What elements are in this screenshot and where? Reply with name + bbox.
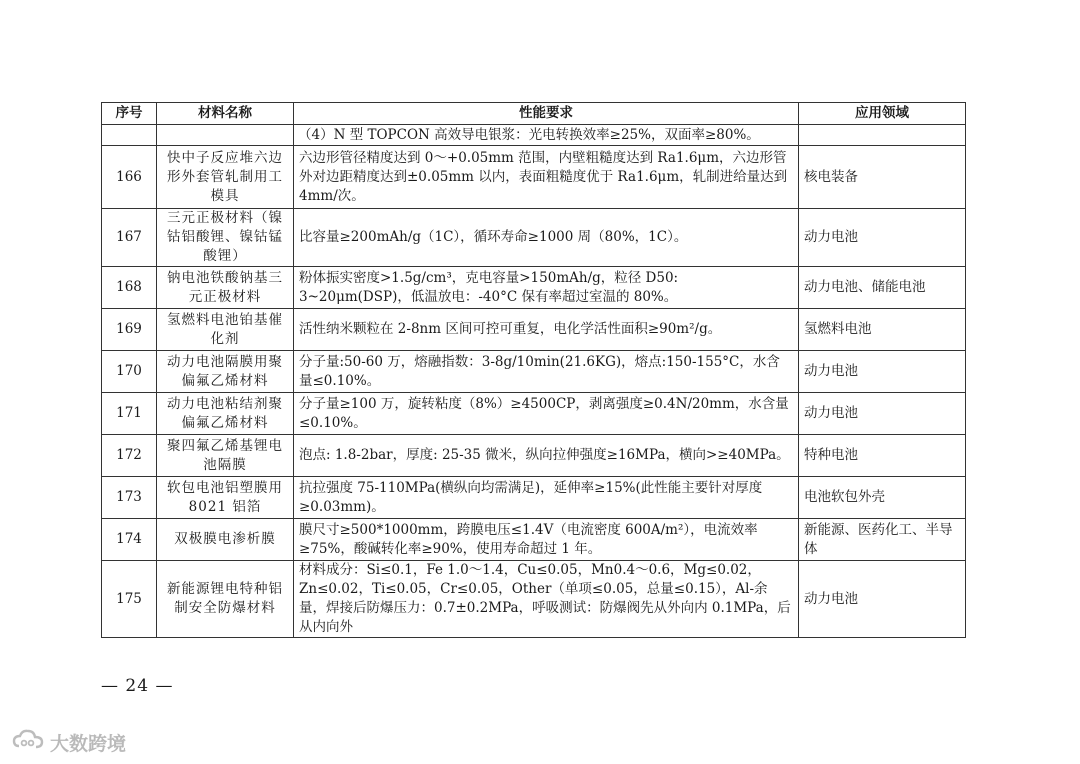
row-index: 174	[102, 519, 157, 561]
row-performance: 活性纳米颗粒在 2-8nm 区间可控可重复，电化学活性面积≥90m²/g。	[294, 309, 799, 351]
row-performance: 粉体振实密度>1.5g/cm³，克电容量>150mAh/g，粒径 D50: 3~20μm(DSP)，低温放电：-40°C 保有率超过室温的 80%。	[294, 267, 799, 309]
row-performance: 分子量≥100 万，旋转粘度（8%）≥4500CP，剥离强度≥0.4N/20mm，水含量≤0.10%。	[294, 393, 799, 435]
watermark	[12, 727, 126, 758]
table-row	[102, 561, 966, 638]
header-material-name: 材料名称	[157, 103, 294, 125]
row-material-name: 氢燃料电池铂基催化剂	[157, 309, 294, 351]
row-application: 动力电池	[799, 209, 966, 267]
row-index: 168	[102, 267, 157, 309]
row-material-name: 新能源锂电特种铝制安全防爆材料	[157, 561, 294, 638]
row-performance: 泡点: 1.8-2bar，厚度: 25-35 微米，纵向拉伸强度≥16MPa，横向>≥40MPa。	[294, 435, 799, 477]
row-material-name: 快中子反应堆六边形外套管轧制用工模具	[157, 146, 294, 209]
row-application: 电池软包外壳	[799, 477, 966, 519]
row-performance: 材料成分：Si≤0.1，Fe 1.0～1.4，Cu≤0.05，Mn0.4～0.6，Mg≤0.02，Zn≤0.02，Ti≤0.05，Cr≤0.05，Other（单项≤0.05，总量≤0.15），Al-余量，焊接后防爆压力：0.7±0.2MPa，呼吸测试：防爆阀先从外向内 0.1MPa，后从内向外	[294, 561, 799, 638]
row-application: 新能源、医药化工、半导体	[799, 519, 966, 561]
table-row	[102, 309, 966, 351]
row-index: 172	[102, 435, 157, 477]
table-row	[102, 519, 966, 561]
table-row	[102, 393, 966, 435]
row-index: 171	[102, 393, 157, 435]
row-performance: 膜尺寸≥500*1000mm，跨膜电压≤1.4V（电流密度 600A/m²），电流效率≥75%，酸碱转化率≥90%，使用寿命超过 1 年。	[294, 519, 799, 561]
row-application: 氢燃料电池	[799, 309, 966, 351]
row-application: 动力电池	[799, 393, 966, 435]
row-material-name: 双极膜电渗析膜	[157, 519, 294, 561]
materials-table	[101, 102, 966, 638]
row-index: 166	[102, 146, 157, 209]
header-application: 应用领域	[799, 103, 966, 125]
table-row	[102, 209, 966, 267]
table-row	[102, 146, 966, 209]
row-material-name: 三元正极材料（镍钴铝酸锂、镍钴锰酸锂）	[157, 209, 294, 267]
row-application: 动力电池	[799, 561, 966, 638]
row-material-name: 聚四氟乙烯基锂电池隔膜	[157, 435, 294, 477]
row-application: 核电装备	[799, 146, 966, 209]
table-header-row	[102, 103, 966, 125]
row-index: 170	[102, 351, 157, 393]
table-row	[102, 267, 966, 309]
row-index: 169	[102, 309, 157, 351]
row-index: 173	[102, 477, 157, 519]
continuation-row	[102, 125, 966, 146]
row-material-name: 动力电池隔膜用聚偏氟乙烯材料	[157, 351, 294, 393]
page-number: — 24 —	[101, 676, 174, 696]
row-performance: 比容量≥200mAh/g（1C），循环寿命≥1000 周（80%，1C）。	[294, 209, 799, 267]
row-performance: 抗拉强度 75-110MPa(横纵向均需满足)，延伸率≥15%(此性能主要针对厚度≥0.03mm)。	[294, 477, 799, 519]
row-performance: 分子量:50-60 万，熔融指数：3-8g/10min(21.6KG)，熔点:150-155°C，水含量≤0.10%。	[294, 351, 799, 393]
row-application: 动力电池、储能电池	[799, 267, 966, 309]
row-performance: 六边形管径精度达到 0～+0.05mm 范围，内壁粗糙度达到 Ra1.6μm，六边形管外对边距精度达到±0.05mm 以内，表面粗糙度优于 Ra1.6μm，轧制进给量达到 4mm/次。	[294, 146, 799, 209]
table-row	[102, 435, 966, 477]
table-row	[102, 351, 966, 393]
row-material-name: 软包电池铝塑膜用 8021 铝箔	[157, 477, 294, 519]
table-row	[102, 477, 966, 519]
row-application: 特种电池	[799, 435, 966, 477]
row-material-name: 动力电池粘结剂聚偏氟乙烯材料	[157, 393, 294, 435]
continuation-text: （4）N 型 TOPCON 高效导电银浆：光电转换效率≥25%，双面率≥80%。	[294, 125, 799, 146]
watermark-text: 大数跨境	[50, 733, 127, 755]
row-application: 动力电池	[799, 351, 966, 393]
row-index: 167	[102, 209, 157, 267]
cloud-logo-icon	[12, 727, 46, 758]
header-performance: 性能要求	[294, 103, 799, 125]
row-index: 175	[102, 561, 157, 638]
row-material-name: 钠电池铁酸钠基三元正极材料	[157, 267, 294, 309]
header-index: 序号	[102, 103, 157, 125]
